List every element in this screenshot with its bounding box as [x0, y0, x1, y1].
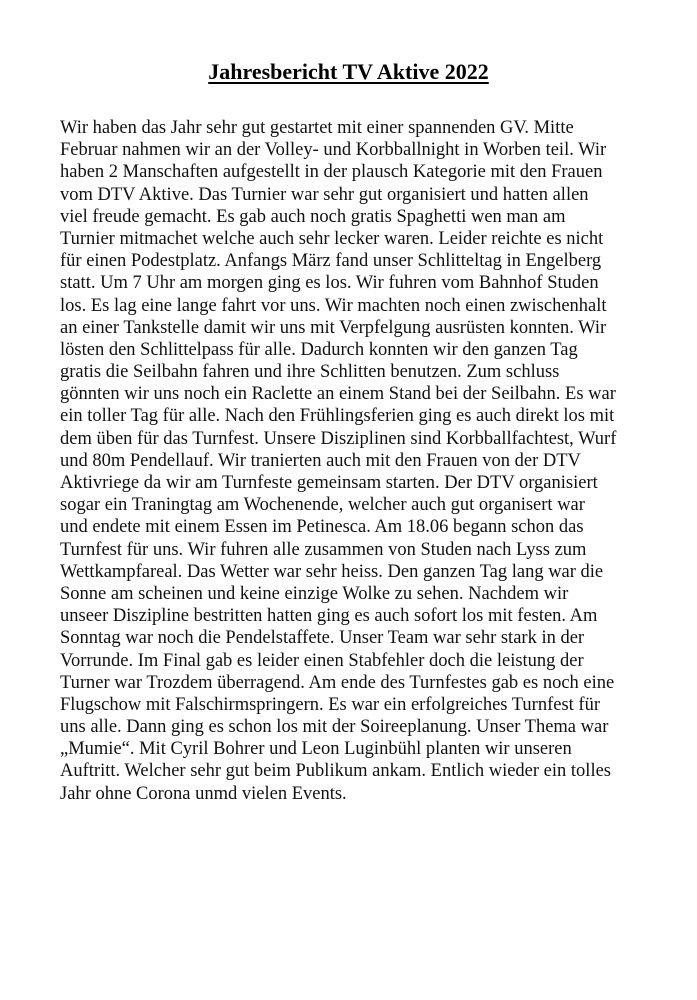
body-line: haben 2 Manschaften aufgestellt in der plausch Kategorie mit den Frauen — [60, 162, 603, 183]
body-line: lösten den Schlittelpass für alle. Dadurch konnten wir den ganzen Tag — [60, 339, 578, 360]
body-line: für einen Podestplatz. Anfangs März fand unser Schlitteltag in Engelberg — [60, 251, 602, 272]
document-title — [0, 58, 697, 86]
body-line: Aktivriege da wir am Turnfeste gemeinsam starten. Der DTV organisiert — [60, 473, 598, 493]
body-line: Februar nahmen wir an der Volley- und Korbballnight in Worben teil. Wir — [60, 140, 607, 161]
body-line: vom DTV Aktive. Das Turnier war sehr gut organisiert und hatten allen — [60, 184, 589, 205]
document-title-text: Jahresbericht TV Aktive 2022 — [208, 59, 489, 84]
body-line: Wettkampfareal. Das Wetter war sehr heiss. Den ganzen Tag lang war die — [60, 561, 604, 582]
body-line: Turnfest für uns. Wir fuhren alle zusammen von Studen nach Lyss zum — [60, 539, 587, 560]
body-line: unseer Diszipline bestritten hatten ging es auch sofort los mit festen. Am — [60, 606, 598, 627]
body-line: ein toller Tag für alle. Nach den Frühlingsferien ging es auch direkt los mit — [60, 406, 615, 427]
body-line: dem üben für das Turnfest. Unsere Disziplinen sind Korbballfachtest, Wurf — [60, 428, 617, 449]
body-line: Flugschow mit Falschirmspringern. Es war ein erfolgreiches Turnfest für — [60, 694, 601, 715]
body-line: an einer Tankstelle damit wir uns mit Verpfelgung ausrüsten konnten. Wir — [60, 317, 607, 338]
body-line: gönnten wir uns noch ein Raclette an einem Stand bei der Seilbahn. Es war — [60, 384, 616, 405]
body-line: Sonne am scheinen und keine einzige Wolke zu sehen. Nachdem wir — [60, 583, 569, 604]
body-line: und endete mit einem Essen im Petinesca. Am 18.06 begann schon das — [60, 517, 584, 538]
body-line: Auftritt. Welcher sehr gut beim Publikum ankam. Entlich wieder ein tolles — [60, 761, 611, 782]
body-line: Jahr ohne Corona unmd vielen Events. — [60, 783, 347, 804]
body-line: gratis die Seilbahn fahren und ihre Schlitten benutzen. Zum schluss — [60, 362, 560, 383]
body-line: statt. Um 7 Uhr am morgen ging es los. Wir fuhren vom Bahnhof Studen — [60, 273, 599, 294]
body-line: viel freude gemacht. Es gab auch noch gratis Spaghetti wen man am — [60, 206, 566, 227]
body-line: Vorrunde. Im Final gab es leider einen Stabfehler doch die leistung der — [60, 650, 584, 671]
body-line: sogar ein Traningtag am Wochenende, welcher auch gut organisert war — [60, 495, 585, 516]
report-body — [60, 117, 660, 805]
body-line: Turner war Trozdem überragend. Am ende des Turnfestes gab es noch eine — [60, 672, 615, 693]
body-line: Sonntag war noch die Pendelstaffete. Unser Team war sehr stark in der — [60, 628, 585, 649]
body-line: und 80m Pendellauf. Wir tranierten auch mit den Frauen von der DTV — [60, 450, 581, 471]
body-line: Turnier mitmachet welche auch sehr lecker waren. Leider reichte es nicht — [60, 228, 604, 249]
body-line: los. Es lag eine lange fahrt vor uns. Wir machten noch einen zwischenhalt — [60, 295, 607, 316]
body-line: Wir haben das Jahr sehr gut gestartet mit einer spannenden GV. Mitte — [60, 118, 574, 138]
body-line: uns alle. Dann ging es schon los mit der Soireeplanung. Unser Thema war — [60, 717, 609, 738]
body-line: „Mumie“. Mit Cyril Bohrer und Leon Luginbühl planten wir unseren — [60, 739, 572, 760]
